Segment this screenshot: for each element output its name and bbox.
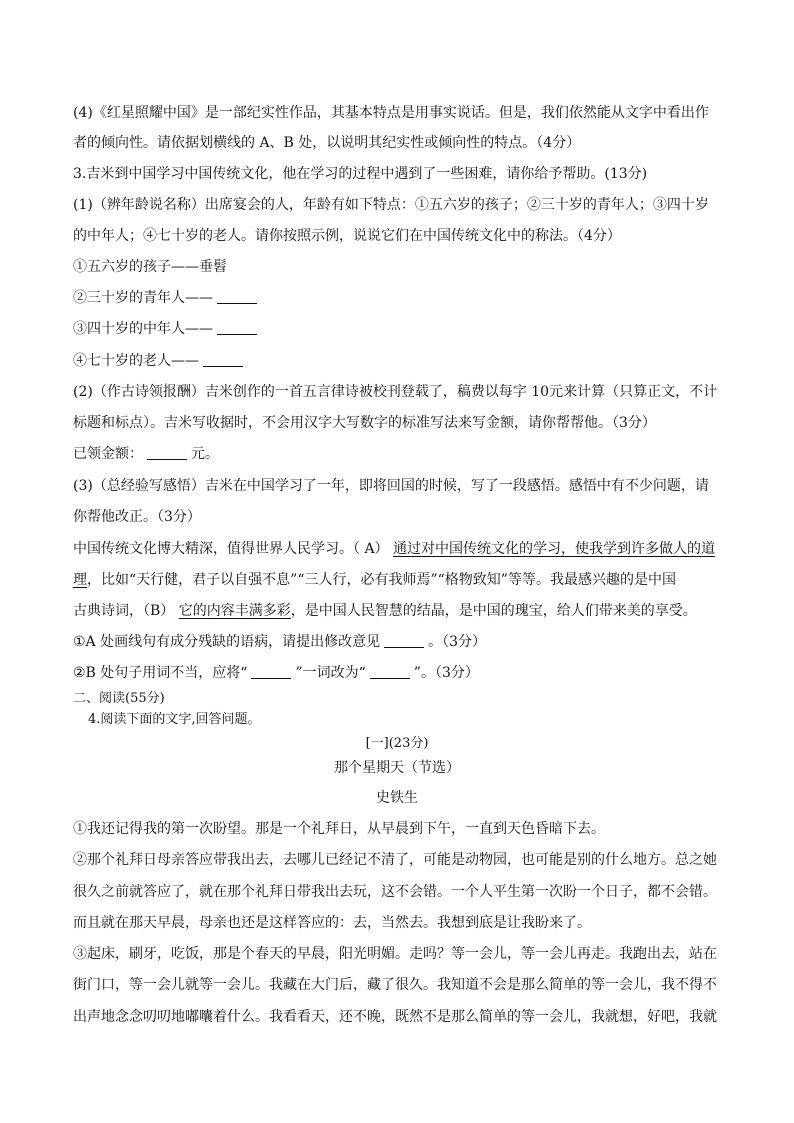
article-paragraph-1: ①我还记得我的第一次盼望。那是一个礼拜日，从早晨到下午，一直到天色昏暗下去。: [73, 821, 605, 837]
question-3-2-line-2: 标题和标点）。吉米写收据时，不会用汉字大写数字的标准写法来写金额，请你帮帮他。（3分）: [73, 415, 656, 431]
example-2-label: ②三十岁的青年人——: [73, 290, 213, 306]
answer-blank[interactable]: [217, 289, 257, 304]
underlined-sentence-a: 通过对中国传统文化的学习，使我学到许多做人的道: [393, 541, 716, 557]
amount-label: 已领金额：: [73, 446, 143, 462]
question-3-1-line-2: 的中年人；④七十岁的老人。请你按照示例，说说它们在中国传统文化中的称法。（4分）: [73, 228, 621, 244]
article-paragraph-3-line-3: 出声地念念叨叨地嘟囔着什么。我看看天，还不晚，既然不是那么简单的等一会儿，我就想，好吧，我就: [73, 1009, 717, 1025]
article-paragraph-2-line-2: 很久之前就答应了，就在那个礼拜日带我出去玩，这不会错。一个人平生第一次盼一个日子，都不会错。: [73, 884, 717, 900]
answer-blank[interactable]: [251, 664, 291, 679]
question-2-4-line-1: (4)《红星照耀中国》是一部纪实性作品，其基本特点是用事实说话。但是，我们依然能从文字中看出作: [73, 105, 709, 121]
question-3-1-line-1: (1)（辨年龄说名称）出席宴会的人，年龄有如下特点：①五六岁的孩子；②三十岁的青年人；③四十岁: [73, 197, 709, 213]
example-4: [73, 352, 247, 370]
example-4-label: ④七十岁的老人——: [73, 353, 199, 369]
example-2: [73, 289, 261, 307]
question-3-3-line-1: (3)（总经验写感悟）吉米在中国学习了一年，即将回国的时候，写了一段感悟。感悟中有不少问题，请: [73, 478, 709, 494]
section-2-title: 二、阅读(55分): [73, 691, 165, 706]
passage-text: 中国传统文化博大精深，值得世界人民学习。（ A）: [73, 541, 394, 557]
article-author: 史铁生: [376, 790, 418, 806]
question-4-instruction: 4.阅读下面的文字,回答问题。: [88, 712, 261, 727]
answer-blank[interactable]: [384, 633, 424, 648]
amount-unit: 元。: [191, 446, 219, 462]
amount-line: [73, 445, 219, 463]
amount-blank[interactable]: [147, 445, 187, 460]
question-3-title: 3.吉米到中国学习中国传统文化，他在学习的过程中遇到了一些困难，请你给予帮助。(13分): [73, 166, 648, 182]
passage-text: 古典诗词，（B）: [73, 603, 179, 619]
sub-question-2-text: ②B 处句子用词不当，应将“: [73, 665, 248, 681]
article-title: 那个星期天（节选）: [334, 760, 460, 776]
question-3-3-line-2: 你帮他改正。（3分）: [73, 509, 201, 525]
article-paragraph-2-line-1: ②那个礼拜日母亲答应带我出去，去哪儿已经记不清了，可能是动物园，也可能是别的什么地方。总之她: [73, 852, 717, 868]
answer-blank[interactable]: [203, 352, 243, 367]
underlined-sentence-a-end: 理: [73, 572, 87, 588]
article-paragraph-3-line-2: 街门口，等一会儿就等一会儿。我藏在大门后，藏了很久。我知道不会是那么简单的等一会儿，我不得不: [73, 977, 717, 993]
example-3-label: ③四十岁的中年人——: [73, 321, 213, 337]
sub-question-2-score: ”。（3分）: [413, 665, 479, 681]
answer-blank[interactable]: [217, 320, 257, 335]
sub-question-2-text-mid: ”一词改为“: [295, 665, 366, 681]
part-heading: [一](23分): [365, 736, 429, 751]
passage-line-3: [73, 602, 697, 620]
sub-question-1-text: ①A 处画线句有成分残缺的语病，请提出修改意见: [73, 634, 381, 650]
question-3-2-line-1: (2)（作古诗领报酬）吉米创作的一首五言律诗被校刊登载了，稿费以每字 10元来计算（只算正文，不计: [73, 384, 718, 400]
underlined-phrase-b: 它的内容丰满多彩: [178, 603, 291, 619]
passage-text: ，比如“天行健，君子以自强不息”“三人行，必有我师焉”“格物致知”等等。我最感兴趣的是中国: [87, 572, 676, 588]
passage-line-2: [73, 571, 676, 589]
passage-line-1: [73, 540, 715, 558]
article-paragraph-2-line-3: 而且就在那天早晨，母亲也还是这样答应的：去，当然去。我想到底是让我盼来了。: [73, 915, 591, 931]
example-1: ①五六岁的孩子——垂髫: [73, 259, 227, 275]
answer-blank[interactable]: [370, 664, 410, 679]
question-2-4-line-2: 者的倾向性。请依据划横线的 A、B 处，以说明其纪实性或倾向性的特点。（4分）: [73, 135, 581, 151]
article-paragraph-3-line-1: ③起床，刷牙，吃饭，那是个春天的早晨，阳光明媚。走吗？等一会儿，等一会儿再走。我跑出去，站在: [73, 946, 717, 962]
sub-question-1: [73, 633, 486, 651]
sub-question-1-score: 。（3分）: [428, 634, 487, 650]
sub-question-2: [73, 664, 479, 682]
example-3: [73, 320, 261, 338]
passage-text: ，是中国人民智慧的结晶，是中国的瑰宝，给人们带来美的享受。: [290, 603, 697, 619]
